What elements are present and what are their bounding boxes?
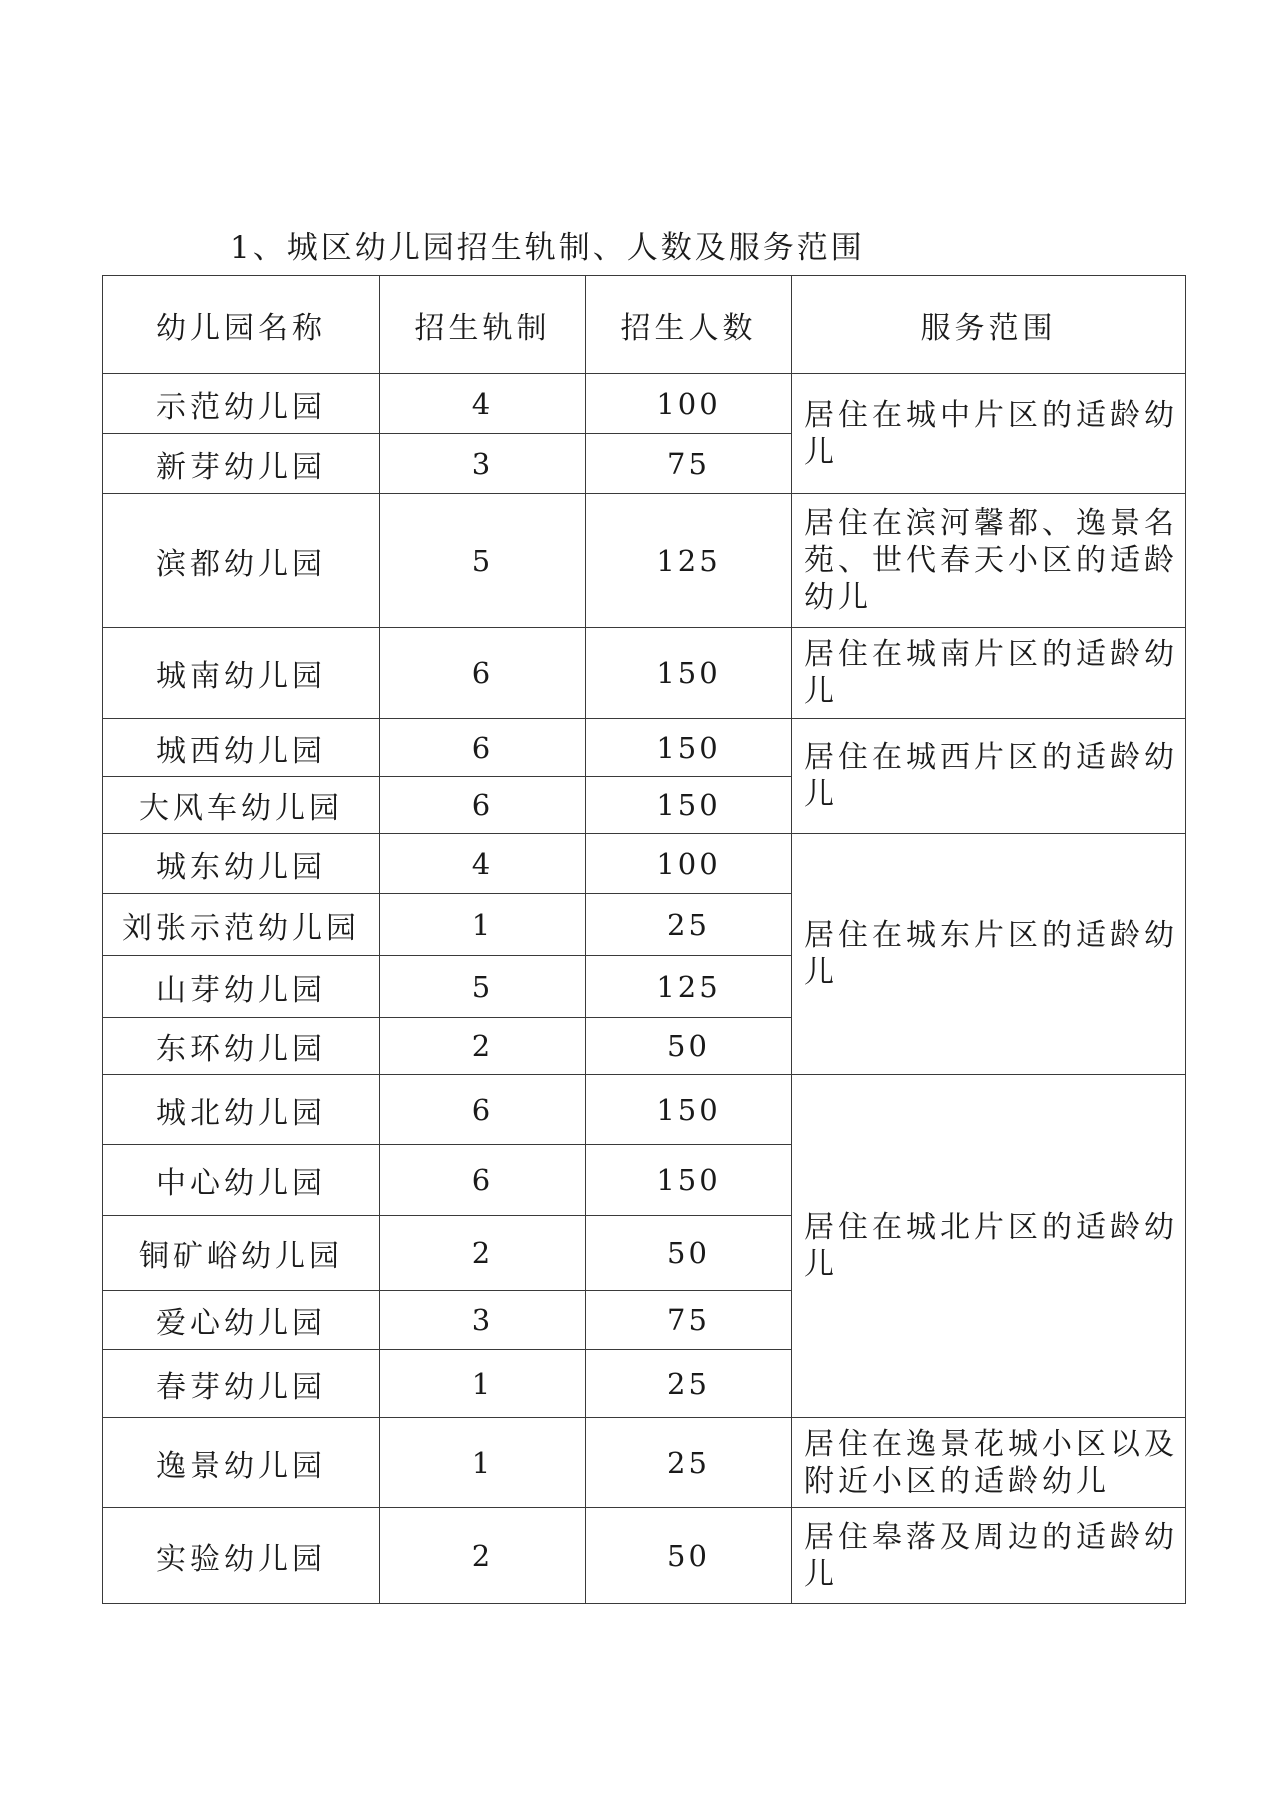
kindergarten-name: 春芽幼儿园 [103, 1350, 380, 1418]
kindergarten-name: 刘张示范幼儿园 [103, 894, 380, 956]
enrollment-cell: 75 [586, 434, 792, 494]
kindergarten-name: 逸景幼儿园 [103, 1418, 380, 1508]
enrollment-cell: 100 [586, 374, 792, 434]
kindergarten-name: 示范幼儿园 [103, 374, 380, 434]
kindergarten-name: 城北幼儿园 [103, 1075, 380, 1145]
service-scope-cell: 居住在滨河馨都、逸景名苑、世代春天小区的适龄幼儿 [792, 494, 1186, 628]
tracks-cell: 4 [380, 374, 586, 434]
enrollment-cell: 50 [586, 1508, 792, 1604]
tracks-cell: 2 [380, 1018, 586, 1075]
enrollment-cell: 150 [586, 777, 792, 834]
tracks-cell: 3 [380, 434, 586, 494]
enrollment-cell: 25 [586, 894, 792, 956]
tracks-cell: 5 [380, 494, 586, 628]
enrollment-cell: 75 [586, 1291, 792, 1350]
tracks-cell: 1 [380, 1418, 586, 1508]
kindergarten-name: 中心幼儿园 [103, 1145, 380, 1216]
enrollment-cell: 125 [586, 494, 792, 628]
kindergarten-name: 铜矿峪幼儿园 [103, 1216, 380, 1291]
kindergarten-name: 城南幼儿园 [103, 628, 380, 719]
tracks-cell: 3 [380, 1291, 586, 1350]
service-scope-cell: 居住在城北片区的适龄幼儿 [792, 1075, 1186, 1418]
header-enrollment: 招生人数 [586, 276, 792, 374]
table-row [103, 374, 1186, 434]
service-scope-cell: 居住在逸景花城小区以及附近小区的适龄幼儿 [792, 1418, 1186, 1508]
kindergarten-name: 新芽幼儿园 [103, 434, 380, 494]
table-row [103, 834, 1186, 894]
tracks-cell: 2 [380, 1216, 586, 1291]
tracks-cell: 4 [380, 834, 586, 894]
tracks-cell: 6 [380, 1075, 586, 1145]
table-header-row [103, 276, 1186, 374]
kindergarten-name: 大风车幼儿园 [103, 777, 380, 834]
enrollment-cell: 50 [586, 1216, 792, 1291]
enrollment-cell: 125 [586, 956, 792, 1018]
tracks-cell: 6 [380, 719, 586, 777]
tracks-cell: 6 [380, 1145, 586, 1216]
enrollment-cell: 150 [586, 1145, 792, 1216]
kindergarten-name: 城西幼儿园 [103, 719, 380, 777]
service-scope-cell: 居住皋落及周边的适龄幼儿 [792, 1508, 1186, 1604]
kindergarten-name: 爱心幼儿园 [103, 1291, 380, 1350]
table-row [103, 1075, 1186, 1145]
tracks-cell: 2 [380, 1508, 586, 1604]
header-tracks: 招生轨制 [380, 276, 586, 374]
table-row [103, 494, 1186, 628]
header-scope: 服务范围 [792, 276, 1186, 374]
kindergarten-name: 滨都幼儿园 [103, 494, 380, 628]
tracks-cell: 5 [380, 956, 586, 1018]
kindergarten-name: 东环幼儿园 [103, 1018, 380, 1075]
tracks-cell: 1 [380, 894, 586, 956]
kindergarten-name: 城东幼儿园 [103, 834, 380, 894]
kindergarten-table [102, 275, 1186, 1604]
enrollment-cell: 150 [586, 719, 792, 777]
table-row [103, 719, 1186, 777]
enrollment-cell: 25 [586, 1418, 792, 1508]
service-scope-cell: 居住在城西片区的适龄幼儿 [792, 719, 1186, 834]
tracks-cell: 6 [380, 777, 586, 834]
tracks-cell: 6 [380, 628, 586, 719]
table-row [103, 1508, 1186, 1604]
table-row [103, 628, 1186, 719]
enrollment-cell: 150 [586, 628, 792, 719]
kindergarten-name: 山芽幼儿园 [103, 956, 380, 1018]
enrollment-cell: 50 [586, 1018, 792, 1075]
service-scope-cell: 居住在城东片区的适龄幼儿 [792, 834, 1186, 1075]
enrollment-cell: 25 [586, 1350, 792, 1418]
service-scope-cell: 居住在城南片区的适龄幼儿 [792, 628, 1186, 719]
enrollment-cell: 100 [586, 834, 792, 894]
service-scope-cell: 居住在城中片区的适龄幼儿 [792, 374, 1186, 494]
enrollment-cell: 150 [586, 1075, 792, 1145]
kindergarten-name: 实验幼儿园 [103, 1508, 380, 1604]
tracks-cell: 1 [380, 1350, 586, 1418]
header-name: 幼儿园名称 [103, 276, 380, 374]
page-title: 1、城区幼儿园招生轨制、人数及服务范围 [230, 230, 865, 266]
table-row [103, 1418, 1186, 1508]
